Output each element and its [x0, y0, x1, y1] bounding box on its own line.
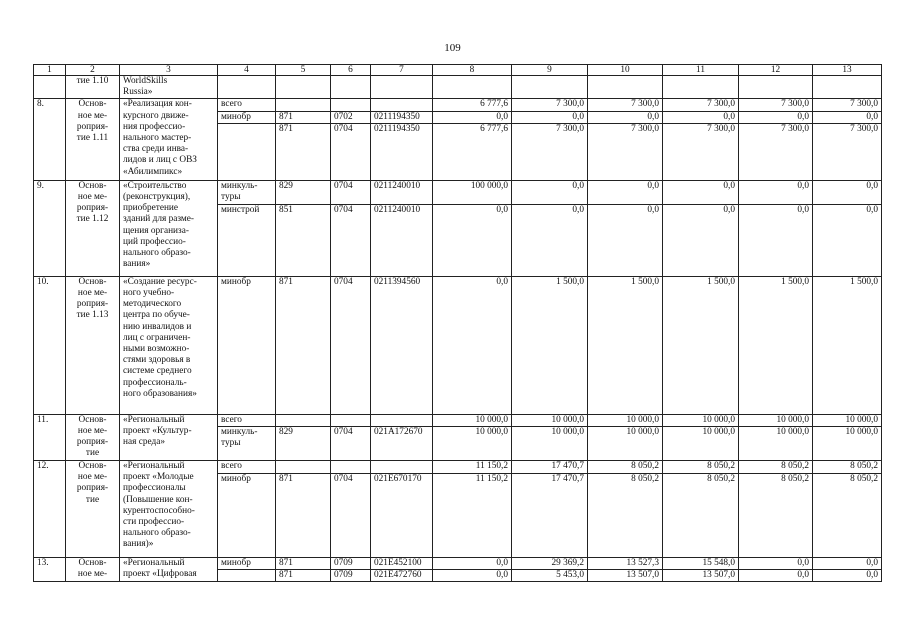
amount-cell: 0,0 [813, 180, 882, 204]
amount-cell: 13 507,0 [588, 570, 663, 582]
gbrs-cell: 871 [276, 474, 331, 558]
amount-cell: 1 500,0 [813, 276, 882, 414]
table-row [34, 276, 882, 414]
gbrs-cell [276, 461, 331, 474]
column-number-cell: 1 [34, 65, 66, 76]
section-cell: 0704 [331, 180, 371, 204]
csr-cell: 0211194350 [371, 111, 433, 123]
executor-cell: минкуль- туры [218, 427, 276, 461]
amount-cell: 15 548,0 [663, 558, 739, 570]
amount-cell: 0,0 [663, 204, 739, 276]
column-number-cell: 11 [663, 65, 739, 76]
amount-cell: 7 300,0 [739, 99, 813, 111]
gbrs-cell [276, 414, 331, 426]
table-row [34, 414, 882, 426]
amount-cell: 100 000,0 [433, 180, 512, 204]
csr-cell [371, 414, 433, 426]
amount-cell: 10 000,0 [588, 427, 663, 461]
row-number-cell: 8. [34, 99, 66, 180]
amount-cell: 0,0 [739, 204, 813, 276]
column-number-cell: 13 [813, 65, 882, 76]
csr-cell: 021E670170 [371, 474, 433, 558]
section-cell: 0709 [331, 558, 371, 570]
section-cell [331, 414, 371, 426]
executor-cell: минобр [218, 111, 276, 123]
column-number-cell: 10 [588, 65, 663, 76]
csr-cell: 0211394560 [371, 276, 433, 414]
executor-cell: минобр [218, 474, 276, 558]
amount-cell: 7 300,0 [588, 99, 663, 111]
amount-cell: 10 000,0 [433, 427, 512, 461]
amount-cell: 13 527,3 [588, 558, 663, 570]
csr-cell: 021E452100 [371, 558, 433, 570]
amount-cell: 1 500,0 [739, 276, 813, 414]
row-number-cell: 9. [34, 180, 66, 276]
gbrs-cell: 871 [276, 276, 331, 414]
column-number-cell: 4 [218, 65, 276, 76]
amount-cell: 0,0 [813, 570, 882, 582]
amount-cell: 8 050,2 [663, 474, 739, 558]
amount-cell: 10 000,0 [739, 414, 813, 426]
amount-cell: 0,0 [739, 558, 813, 570]
csr-cell: 0211240010 [371, 204, 433, 276]
amount-cell: 0,0 [433, 570, 512, 582]
amount-cell: 10 000,0 [512, 427, 588, 461]
amount-cell: 8 050,2 [663, 461, 739, 474]
amount-cell [663, 76, 739, 99]
amount-cell: 8 050,2 [739, 474, 813, 558]
gbrs-cell: 871 [276, 123, 331, 180]
table-row [34, 180, 882, 204]
executor-cell: всего [218, 414, 276, 426]
row-number-cell: 10. [34, 276, 66, 414]
csr-cell: 0211240010 [371, 180, 433, 204]
amount-cell: 0,0 [663, 180, 739, 204]
amount-cell: 8 050,2 [588, 461, 663, 474]
amount-cell [433, 76, 512, 99]
section-cell [331, 99, 371, 111]
amount-cell [588, 76, 663, 99]
amount-cell: 0,0 [512, 180, 588, 204]
event-name-cell: «Региональный проект «Цифровая [120, 558, 218, 582]
amount-cell: 0,0 [433, 558, 512, 570]
amount-cell: 0,0 [588, 111, 663, 123]
csr-cell: 0211194350 [371, 123, 433, 180]
amount-cell: 8 050,2 [813, 461, 882, 474]
column-number-cell: 8 [433, 65, 512, 76]
csr-cell: 021E472760 [371, 570, 433, 582]
executor-cell: минстрой [218, 204, 276, 276]
column-number-cell: 6 [331, 65, 371, 76]
row-number-cell [34, 76, 66, 99]
amount-cell: 6 777,6 [433, 99, 512, 111]
csr-cell: 021A172670 [371, 427, 433, 461]
column-number-cell: 2 [66, 65, 120, 76]
csr-cell [371, 99, 433, 111]
column-number-cell: 5 [276, 65, 331, 76]
amount-cell: 0,0 [813, 111, 882, 123]
amount-cell: 5 453,0 [512, 570, 588, 582]
section-cell [331, 76, 371, 99]
amount-cell: 0,0 [433, 276, 512, 414]
gbrs-cell: 871 [276, 558, 331, 570]
section-cell: 0704 [331, 427, 371, 461]
amount-cell: 7 300,0 [813, 99, 882, 111]
amount-cell: 0,0 [813, 204, 882, 276]
event-type-cell: Основ- ное ме- роприя- тие 1.13 [66, 276, 120, 414]
amount-cell: 10 000,0 [739, 427, 813, 461]
gbrs-cell: 871 [276, 111, 331, 123]
page-number: 109 [444, 42, 461, 54]
gbrs-cell [276, 99, 331, 111]
amount-cell: 0,0 [588, 180, 663, 204]
amount-cell: 7 300,0 [739, 123, 813, 180]
executor-cell [218, 76, 276, 99]
amount-cell: 7 300,0 [512, 99, 588, 111]
event-name-cell: WorldSkills Russia» [120, 76, 218, 99]
executor-cell [218, 570, 276, 582]
column-number-row [34, 65, 882, 76]
csr-cell [371, 461, 433, 474]
column-number-cell: 9 [512, 65, 588, 76]
event-type-cell: Основ- ное ме- роприя- тие [66, 461, 120, 558]
amount-cell: 1 500,0 [588, 276, 663, 414]
amount-cell: 10 000,0 [663, 427, 739, 461]
amount-cell: 10 000,0 [512, 414, 588, 426]
event-type-cell: Основ- ное ме- роприя- тие 1.11 [66, 99, 120, 180]
amount-cell: 10 000,0 [663, 414, 739, 426]
amount-cell: 17 470,7 [512, 461, 588, 474]
amount-cell: 0,0 [739, 570, 813, 582]
amount-cell: 0,0 [512, 111, 588, 123]
amount-cell: 7 300,0 [813, 123, 882, 180]
amount-cell: 10 000,0 [813, 427, 882, 461]
event-name-cell: «Региональный проект «Культур- ная среда» [120, 414, 218, 460]
amount-cell: 10 000,0 [433, 414, 512, 426]
section-cell: 0704 [331, 123, 371, 180]
executor-cell: минобр [218, 276, 276, 414]
table-body [34, 65, 882, 582]
event-name-cell: «Региональный проект «Молодые профессионалы (Повышение кон- курентоспособно- сти профессио- нального образо- вания)» [120, 461, 218, 558]
amount-cell: 7 300,0 [512, 123, 588, 180]
amount-cell: 7 300,0 [663, 123, 739, 180]
row-number-cell: 11. [34, 414, 66, 460]
table-row [34, 461, 882, 474]
amount-cell: 11 150,2 [433, 461, 512, 474]
section-cell: 0704 [331, 204, 371, 276]
gbrs-cell: 829 [276, 427, 331, 461]
event-type-cell: Основ- ное ме- [66, 558, 120, 582]
gbrs-cell: 829 [276, 180, 331, 204]
executor-cell: всего [218, 99, 276, 111]
budget-table [33, 64, 882, 582]
section-cell: 0704 [331, 276, 371, 414]
amount-cell: 6 777,6 [433, 123, 512, 180]
row-number-cell: 13. [34, 558, 66, 582]
executor-cell: минобр [218, 558, 276, 570]
amount-cell: 10 000,0 [588, 414, 663, 426]
executor-cell: всего [218, 461, 276, 474]
amount-cell: 0,0 [739, 111, 813, 123]
amount-cell [739, 76, 813, 99]
amount-cell: 0,0 [663, 111, 739, 123]
row-number-cell: 12. [34, 461, 66, 558]
amount-cell: 0,0 [433, 204, 512, 276]
amount-cell: 8 050,2 [739, 461, 813, 474]
event-name-cell: «Создание ресурс- ного учебно- методического центра по обуче- нию инвалидов и лиц с ограничен- ными возможно- стями здоровья в системе среднего профессиональ- ного образования» [120, 276, 218, 414]
amount-cell: 0,0 [813, 558, 882, 570]
event-type-cell: тие 1.10 [66, 76, 120, 99]
amount-cell: 8 050,2 [813, 474, 882, 558]
table-row [34, 558, 882, 570]
gbrs-cell [276, 76, 331, 99]
amount-cell: 13 507,0 [663, 570, 739, 582]
amount-cell: 1 500,0 [512, 276, 588, 414]
section-cell: 0709 [331, 570, 371, 582]
amount-cell: 0,0 [512, 204, 588, 276]
amount-cell: 0,0 [433, 111, 512, 123]
table-row [34, 99, 882, 111]
executor-cell [218, 123, 276, 180]
event-name-cell: «Реализация кон- курсного движе- ния профессио- нального мастер- ства среди инва- лидов и лиц с ОВЗ «Абилимпикс» [120, 99, 218, 180]
section-cell: 0704 [331, 474, 371, 558]
table-row [34, 76, 882, 99]
section-cell: 0702 [331, 111, 371, 123]
section-cell [331, 461, 371, 474]
column-number-cell: 7 [371, 65, 433, 76]
gbrs-cell: 871 [276, 570, 331, 582]
column-number-cell: 3 [120, 65, 218, 76]
amount-cell [512, 76, 588, 99]
amount-cell [813, 76, 882, 99]
amount-cell: 1 500,0 [663, 276, 739, 414]
amount-cell: 0,0 [739, 180, 813, 204]
amount-cell: 8 050,2 [588, 474, 663, 558]
amount-cell: 7 300,0 [663, 99, 739, 111]
amount-cell: 10 000,0 [813, 414, 882, 426]
amount-cell: 11 150,2 [433, 474, 512, 558]
event-name-cell: «Строительство (реконструкция), приобретение зданий для разме- щения организа- ций профессио- нального образо- вания» [120, 180, 218, 276]
event-type-cell: Основ- ное ме- роприя- тие [66, 414, 120, 460]
amount-cell: 0,0 [588, 204, 663, 276]
amount-cell: 17 470,7 [512, 474, 588, 558]
column-number-cell: 12 [739, 65, 813, 76]
executor-cell: минкуль- туры [218, 180, 276, 204]
gbrs-cell: 851 [276, 204, 331, 276]
amount-cell: 7 300,0 [588, 123, 663, 180]
csr-cell [371, 76, 433, 99]
event-type-cell: Основ- ное ме- роприя- тие 1.12 [66, 180, 120, 276]
amount-cell: 29 369,2 [512, 558, 588, 570]
